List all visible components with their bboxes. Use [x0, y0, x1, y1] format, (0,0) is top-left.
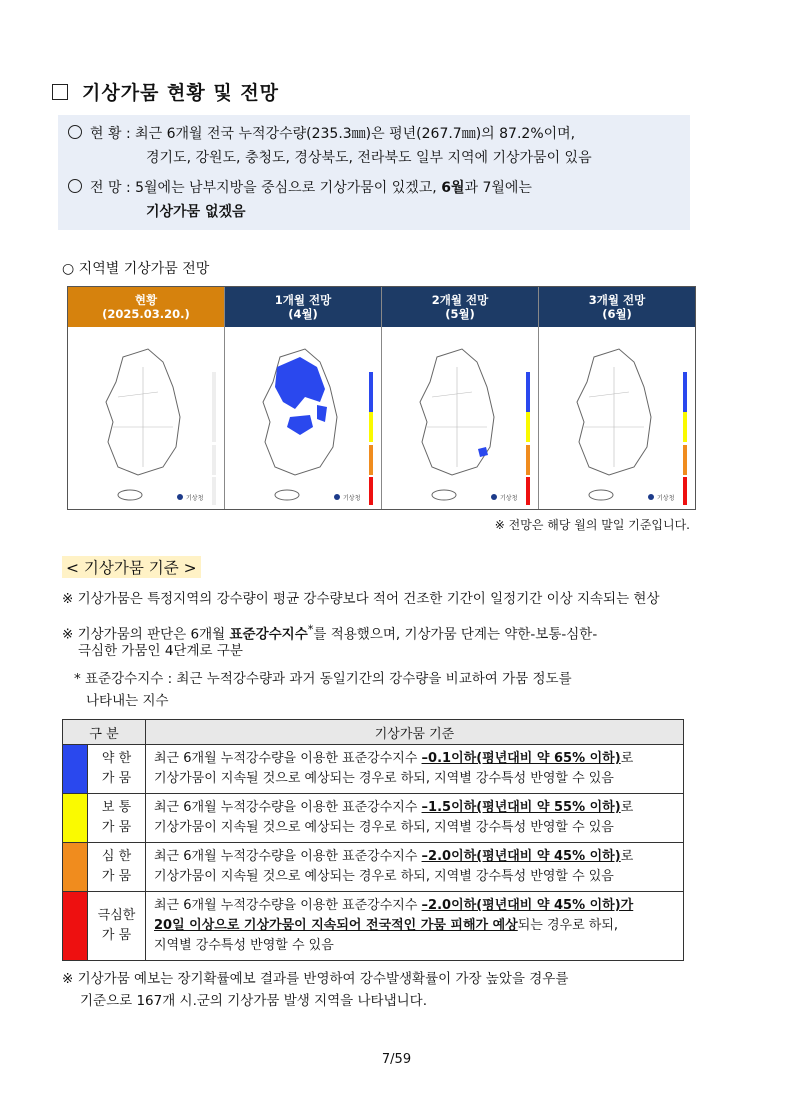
map-header: 1개월 전망 (4월): [225, 287, 381, 327]
map-header: 2개월 전망 (5월): [382, 287, 538, 327]
map-panel-current: [68, 287, 225, 509]
korea-map-icon: [68, 327, 224, 509]
footer-note: ※ 기상가뭄 예보는 장기확률예보 결과를 반영하여 강수발생확률이 가장 높았을 경우를: [62, 971, 569, 987]
svg-text:기상청: 기상청: [343, 495, 361, 502]
level-label: 심 한 가 뭄: [88, 843, 146, 892]
spi-definition-cont: 나타내는 지수: [86, 693, 169, 709]
spi-definition: * 표준강수지수 : 최근 누적강수량과 과거 동일기간의 강수량을 비교하여 가뭄 정도를: [74, 671, 572, 687]
korea-map-icon: [225, 327, 381, 509]
criteria-judgement-cont: 극심한 가뭄인 4단계로 구분: [78, 643, 243, 659]
summary-outlook-line1: 전 망 : 5월에는 남부지방을 중심으로 기상가뭄이 있겠고, 6월과 7월에는: [68, 177, 532, 199]
level-color-swatch: [63, 745, 88, 794]
level-color-swatch: [63, 843, 88, 892]
map-panel-3month: [539, 287, 695, 509]
table-header-criteria: 기상가뭄 기준: [146, 720, 684, 745]
regional-heading: ○ 지역별 기상가뭄 전망: [62, 261, 210, 277]
table-header-row: [63, 720, 684, 745]
maps-note: ※ 전망은 해당 월의 말일 기준입니다.: [494, 518, 690, 532]
map-header: 현황 (2025.03.20.): [68, 287, 224, 327]
level-color-swatch: [63, 794, 88, 843]
level-label: 보 통 가 뭄: [88, 794, 146, 843]
svg-text:기상청: 기상청: [500, 495, 518, 502]
summary-outlook-line2: 기상가뭄 없겠음: [146, 204, 246, 220]
table-header-category: 구 분: [63, 720, 146, 745]
page-title-text: 기상가뭄 현황 및 전망: [82, 82, 280, 104]
criteria-table: [62, 719, 684, 961]
level-color-swatch: [63, 892, 88, 961]
level-criteria: 최근 6개월 누적강수량을 이용한 표준강수지수 –2.0이하(평년대비 약 45% 이하)로 기상가뭄이 지속될 것으로 예상되는 경우로 하되, 지역별 강수특성 반영할 수 있음: [146, 843, 684, 892]
criteria-judgement: ※ 기상가뭄의 판단은 6개월 표준강수지수*를 적용했으며, 기상가뭄 단계는 약한-보통-심한-: [62, 623, 598, 643]
criteria-definition: ※ 기상가뭄은 특정지역의 강수량이 평균 강수량보다 적어 건조한 기간이 일정기간 이상 지속되는 현상: [62, 591, 660, 607]
korea-map-icon: [382, 327, 538, 509]
summary-current-line1: 현 황 : 최근 6개월 전국 누적강수량(235.3㎜)은 평년(267.7㎜)의 87.2%이며,: [68, 123, 575, 145]
svg-text:기상청: 기상청: [657, 495, 675, 502]
map-panel-1month: [225, 287, 382, 509]
korea-map-icon: [539, 327, 695, 509]
footer-note-cont: 기준으로 167개 시.군의 기상가뭄 발생 지역을 나타냅니다.: [80, 993, 427, 1009]
page-title: [52, 78, 279, 105]
svg-text:기상청: 기상청: [186, 495, 204, 502]
map-panel-2month: [382, 287, 539, 509]
level-criteria: 최근 6개월 누적강수량을 이용한 표준강수지수 –0.1이하(평년대비 약 65% 이하)로 기상가뭄이 지속될 것으로 예상되는 경우로 하되, 지역별 강수특성 반영할 수 있음: [146, 745, 684, 794]
checkbox-icon: [52, 84, 68, 100]
page-number: 7/59: [381, 1052, 412, 1067]
circle-bullet-icon: [68, 179, 82, 193]
table-row: [63, 745, 684, 794]
table-row: [63, 892, 684, 961]
level-label: 약 한 가 뭄: [88, 745, 146, 794]
map-header: 3개월 전망 (6월): [539, 287, 695, 327]
level-label: 극심한 가 뭄: [88, 892, 146, 961]
summary-box: [58, 115, 690, 230]
level-criteria: 최근 6개월 누적강수량을 이용한 표준강수지수 –2.0이하(평년대비 약 45% 이하)가 20일 이상으로 기상가뭄이 지속되어 전국적인 가뭄 피해가 예상되는 경우로 하되, 지역별 강수특성 반영할 수 있음: [146, 892, 684, 961]
table-row: [63, 794, 684, 843]
table-row: [63, 843, 684, 892]
level-criteria: 최근 6개월 누적강수량을 이용한 표준강수지수 –1.5이하(평년대비 약 55% 이하)로 기상가뭄이 지속될 것으로 예상되는 경우로 하되, 지역별 강수특성 반영할 수 있음: [146, 794, 684, 843]
map-panels: [67, 286, 696, 510]
summary-current-line2: 경기도, 강원도, 충청도, 경상북도, 전라북도 일부 지역에 기상가뭄이 있음: [146, 150, 592, 166]
criteria-heading: < 기상가뭄 기준 >: [62, 556, 201, 578]
circle-bullet-icon: [68, 125, 82, 139]
